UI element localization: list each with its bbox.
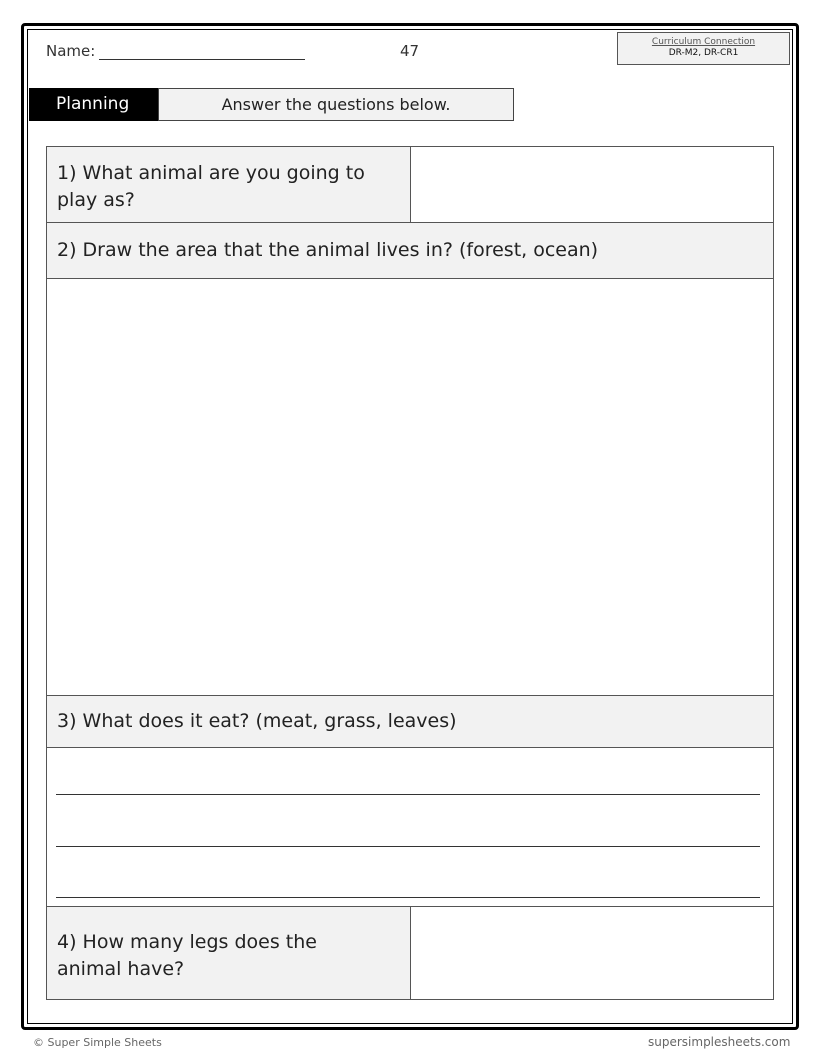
planning-tag: Planning: [29, 88, 158, 121]
page-number: 47: [400, 42, 420, 60]
answer-line[interactable]: [56, 846, 760, 847]
name-label: Name:: [46, 42, 96, 60]
curriculum-codes: DR-M2, DR-CR1: [668, 48, 739, 58]
question-1-text: 1) What animal are you going to play as?: [57, 162, 365, 211]
footer-website: supersimplesheets.com: [648, 1035, 791, 1049]
name-blank-line[interactable]: [99, 45, 305, 60]
curriculum-title: Curriculum Connection: [651, 37, 756, 47]
question-4-answer-box[interactable]: [410, 906, 774, 1000]
answer-line[interactable]: [56, 794, 760, 795]
answer-line[interactable]: [56, 897, 760, 898]
question-1-cell: [46, 146, 411, 223]
name-field[interactable]: [46, 42, 305, 60]
instruction-box: Answer the questions below.: [158, 88, 514, 121]
question-2-cell: [46, 222, 774, 279]
question-3-cell: [46, 695, 774, 748]
question-2-text: 2) Draw the area that the animal lives in? (forest, ocean): [57, 239, 599, 261]
question-3-answer-area[interactable]: [46, 747, 774, 907]
question-4-text: 4) How many legs does the animal have?: [57, 931, 317, 980]
question-4-cell: [46, 906, 411, 1000]
footer-copyright: © Super Simple Sheets: [33, 1036, 162, 1049]
question-3-text: 3) What does it eat? (meat, grass, leaves): [57, 710, 457, 732]
question-1-answer-box[interactable]: [410, 146, 774, 223]
question-2-drawing-area[interactable]: [46, 278, 774, 696]
curriculum-connection-box: [617, 32, 790, 65]
